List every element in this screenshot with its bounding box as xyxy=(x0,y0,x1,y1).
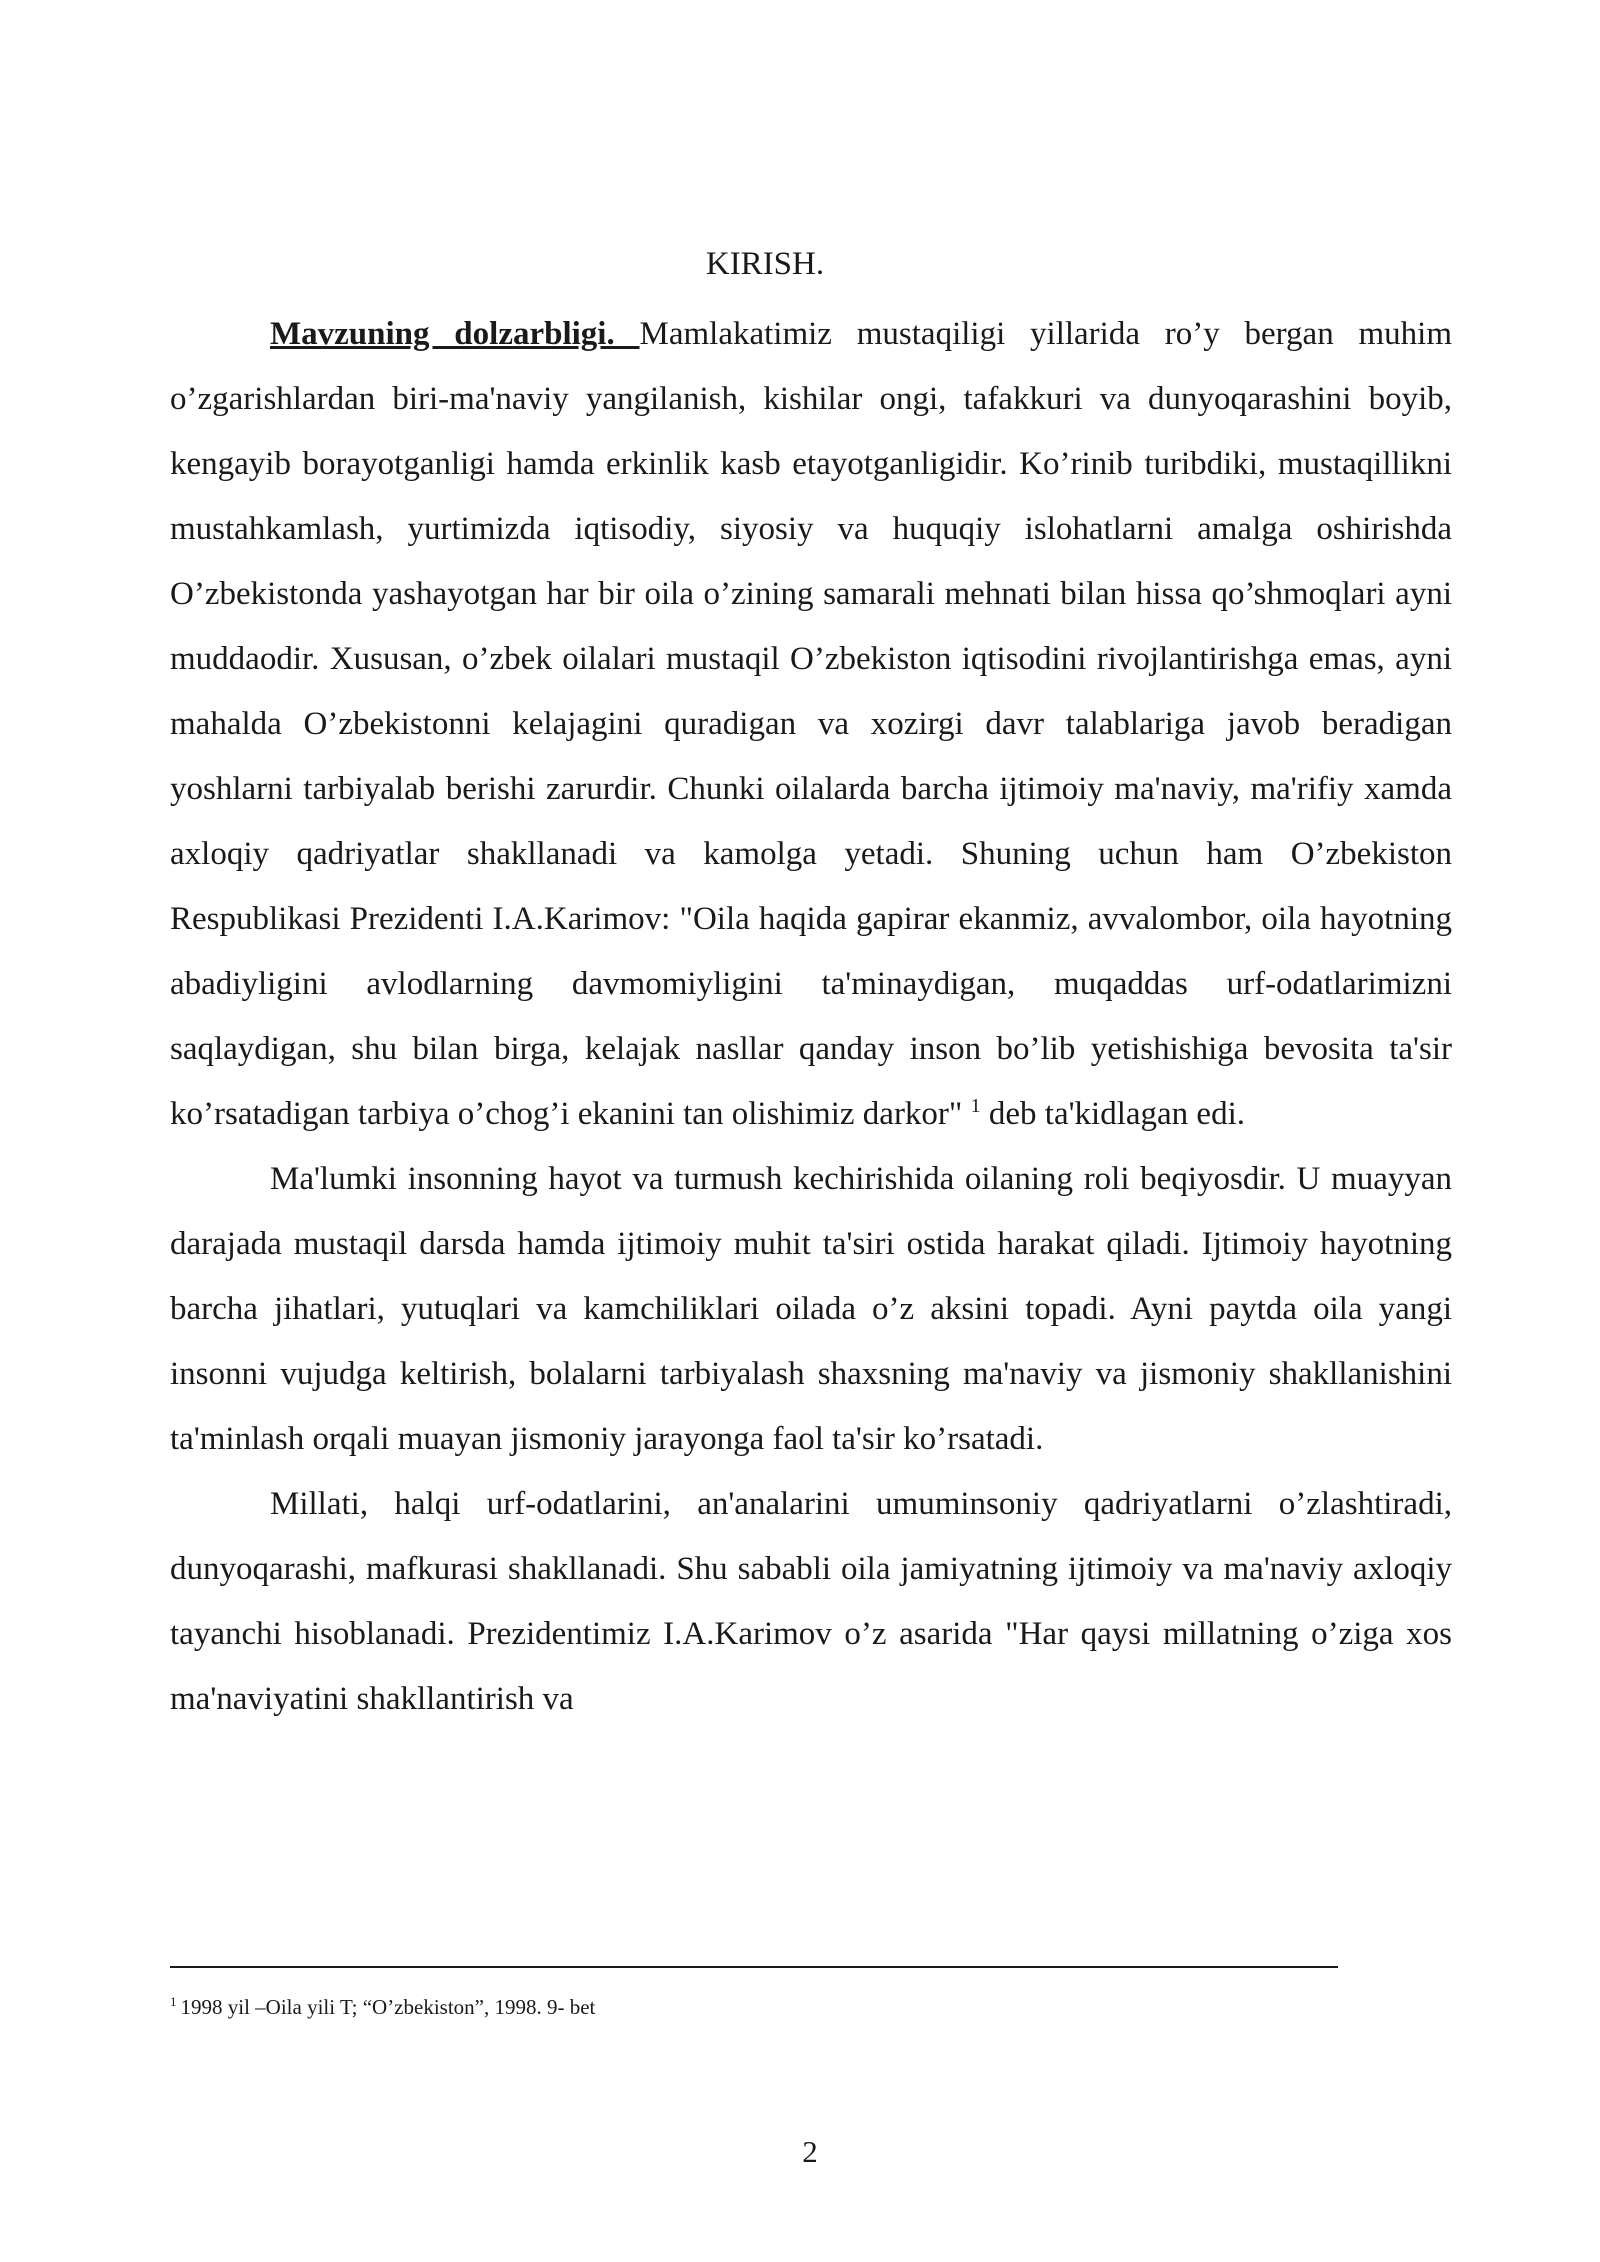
footnote-separator xyxy=(170,1966,1338,1968)
paragraph-family-role: Ma'lumki insonning hayot va turmush kechirishida oilaning roli beqiyosdir. U muayyan darajada mustaqil darsda hamda ijtimoiy muhit ta'siri ostida harakat qiladi. Ijtimoiy hayotning barcha jihatlari, yutuqlari va kamchiliklari oilada o’z aksini topadi. Ayni paytda oila yangi insonni vujudga keltirish, bolalarni tarbiyalash shaxsning ma'naviy va jismoniy shakllanishini ta'minlash orqali muayan jismoniy jarayonga faol ta'sir ko’rsatadi. xyxy=(170,1161,1452,1457)
paragraph-lead-title: Mavzuning dolzarbligi. xyxy=(270,316,640,352)
footnote xyxy=(170,1994,595,2020)
paragraph-values: Millati, halqi urf-odatlarini, an'analarini umuminsoniy qadriyatlarni o’zlashtiradi, dunyoqarashi, mafkurasi shakllanadi. Shu sababli oila jamiyatning ijtimoiy va ma'naviy axloqiy tayanchi hisoblanadi. Prezidentimiz I.A.Karimov o’z asarida "Har qaysi millatning o’ziga xos ma'naviyatini shakllantirish va xyxy=(170,1486,1452,1717)
paragraph-text-end: deb ta'kidlagan edi. xyxy=(980,1096,1245,1132)
page-number: 2 xyxy=(802,2134,818,2169)
paragraph-relevance xyxy=(170,302,1452,1147)
section-heading: KIRISH. xyxy=(705,246,825,282)
footnote-reference[interactable]: 1 xyxy=(970,1095,981,1117)
footnote-text: 1998 yil –Oila yili T; “O’zbekiston”, 1998. 9- bet xyxy=(180,1995,596,2019)
body-text xyxy=(170,302,1452,1732)
footnote-marker: 1 xyxy=(170,1994,177,2009)
paragraph-text: Mamlakatimiz mustaqiligi yillarida ro’y bergan muhim o’zgarishlardan biri-ma'naviy yangilanish, kishilar ongi, tafakkuri va dunyoqarashini boyib, kengayib borayotganligi hamda erkinlik kasb etayotganligidir. Ko’rinib turibdiki, mustaqillikni mustahkamlash, yurtimizda iqtisodiy, siyosiy va huquqiy islohatlarni amalga oshirishda O’zbekistonda yashayotgan har bir oila o’zining samarali mehnati bilan hissa qo’shmoqlari ayni muddaodir. Xususan, o’zbek oilalari mustaqil O’zbekiston iqtisodini rivojlantirishga emas, ayni mahalda O’zbekistonni kelajagini quradigan va xozirgi davr talablariga javob beradigan yoshlarni tarbiyalab berishi zarurdir. Chunki oilalarda barcha ijtimoiy ma'naviy, ma'rifiy xamda axloqiy qadriyatlar shakllanadi va kamolga yetadi. Shuning uchun ham O’zbekiston Respublikasi Prezidenti I.A.Karimov: "Oila haqida gapirar ekanmiz, avvalombor, oila hayotning abadiyligini avlodlarning davmomiyligini ta'minaydigan, muqaddas urf-odatlarimizni saqlaydigan, shu bilan birga, kelajak nasllar qanday inson bo’lib yetishishiga bevosita ta'sir ko’rsatadigan tarbiya o’chog’i ekanini tan olishimiz darkor" xyxy=(170,316,1452,1132)
